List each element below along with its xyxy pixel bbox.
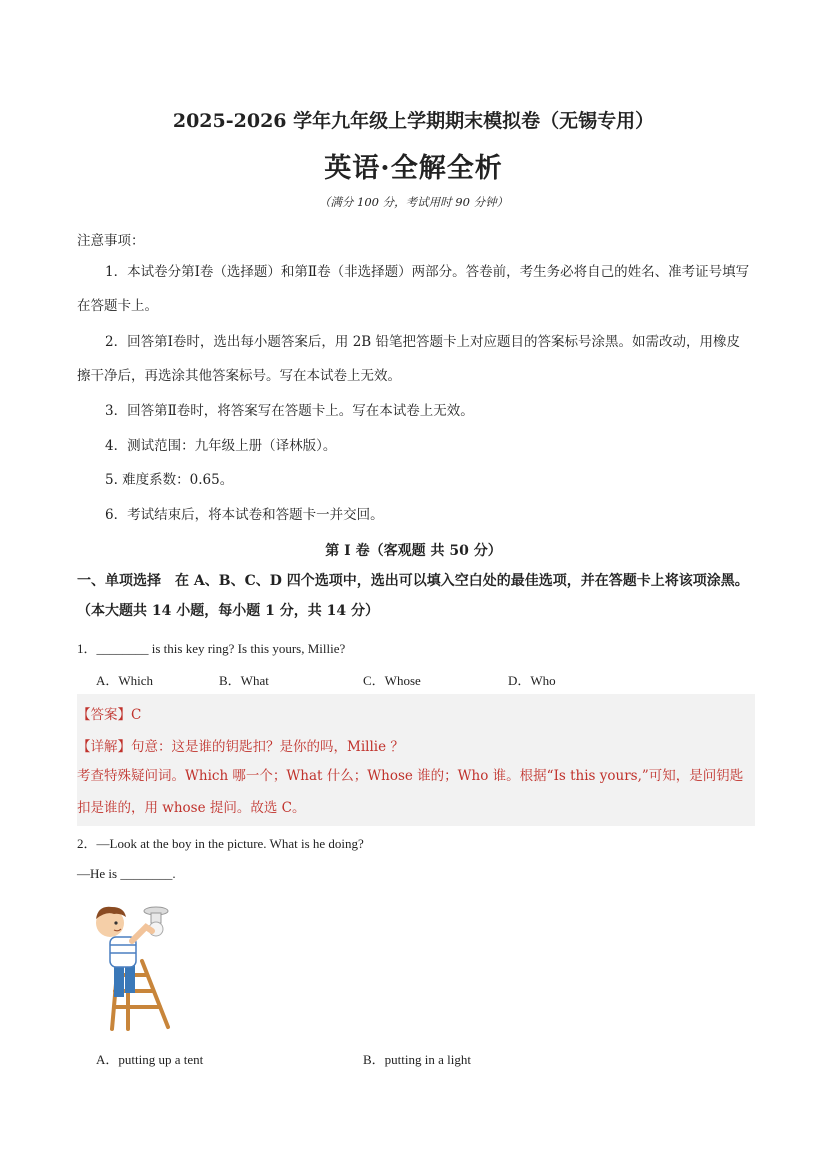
question-1-answer: 【答案】C bbox=[77, 707, 142, 723]
boy-on-ladder-illustration bbox=[80, 901, 180, 1033]
question-2-answer-line: —He is ________. bbox=[77, 866, 176, 881]
question-1-explanation: 考查特殊疑问词。Which 哪一个；What 什么；Whose 谁的；Who 谁。根据“Is this yours,”可知，是问钥匙扣是谁的，用 whose 提问。故选 C。 bbox=[77, 768, 744, 816]
exam-title: 2025-2026 学年九年级上学期期末模拟卷（无锡专用） bbox=[172, 110, 655, 132]
note-item-1: 1．本试卷分第Ⅰ卷（选择题）和第Ⅱ卷（非选择题）两部分。答卷前，考生务必将自己的姓名、准考证号填写在答题卡上。 bbox=[77, 264, 750, 314]
note-item-5: 5. 难度系数：0.65。 bbox=[105, 472, 234, 488]
note-item-3: 3．回答第Ⅱ卷时，将答案写在答题卡上。写在本试卷上无效。 bbox=[105, 403, 474, 419]
part-heading: 一、单项选择 在 A、B、C、D 四个选项中，选出可以填入空白处的最佳选项，并在答题卡上将该项涂黑。（本大题共 14 小题，每小题 1 分，共 14 分） bbox=[77, 573, 749, 619]
notes-heading: 注意事项： bbox=[77, 233, 145, 249]
note-item-2: 2．回答第Ⅰ卷时，选出每小题答案后，用 2B 铅笔把答题卡上对应题目的答案标号涂黑。如需改动，用橡皮擦干净后，再选涂其他答案标号。写在本试卷上无效。 bbox=[77, 334, 741, 384]
question-1-option-a: A．Which bbox=[96, 673, 154, 688]
note-item-4: 4．测试范围：九年级上册（译林版）。 bbox=[105, 438, 337, 454]
note-item-6: 6．考试结束后，将本试卷和答题卡一并交回。 bbox=[105, 507, 384, 523]
question-1-option-c: C．Whose bbox=[363, 673, 421, 688]
subject-title: 英语·全解全析 bbox=[324, 153, 503, 184]
question-2-option-b: B．putting in a light bbox=[363, 1052, 471, 1067]
question-1-detail: 【详解】句意：这是谁的钥匙扣？是你的吗，Millie ？ bbox=[77, 739, 404, 755]
question-2-option-a: A．putting up a tent bbox=[96, 1052, 204, 1067]
question-1-option-b: B．What bbox=[219, 673, 269, 688]
question-1-stem: 1．________ is this key ring? Is this yours, Millie? bbox=[77, 641, 346, 656]
question-2-stem: 2．—Look at the boy in the picture. What is he doing? bbox=[77, 836, 364, 851]
exam-subtitle: （满分 100 分，考试用时 90 分钟） bbox=[318, 195, 509, 209]
section-title: 第 I 卷（客观题 共 50 分） bbox=[325, 543, 502, 559]
question-1-option-d: D．Who bbox=[508, 673, 556, 688]
